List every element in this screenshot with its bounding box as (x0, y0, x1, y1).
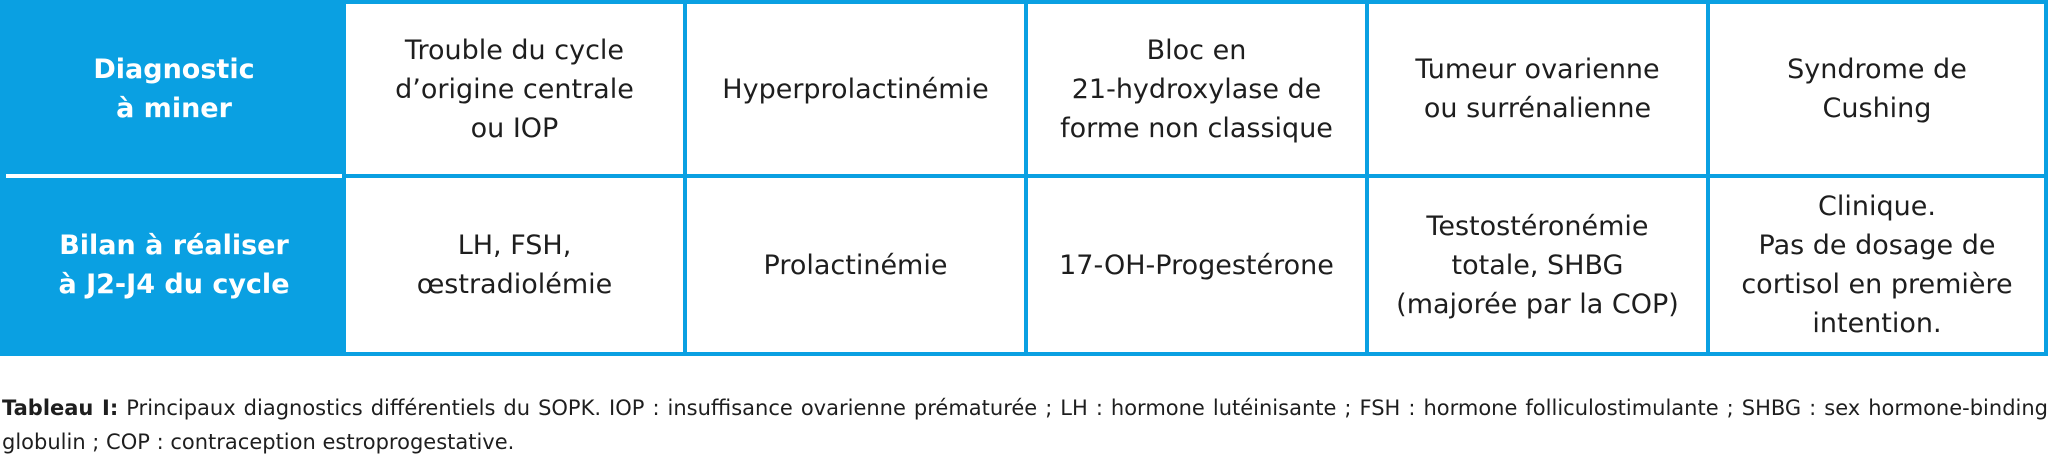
diagnosis-text: Trouble du cycle d’origine centrale ou IOP (395, 34, 634, 144)
workup-cell (1710, 178, 2044, 352)
workup-text: 17-OH-Progestérone (1059, 249, 1334, 281)
workup-text: Testostéronémie totale, SHBG (majorée par la COP) (1396, 210, 1679, 320)
diagnosis-cell (346, 4, 683, 174)
row-header-diagnosis (6, 4, 342, 174)
diagnosis-text: Tumeur ovarienne ou surrénalienne (1415, 54, 1660, 124)
diagnosis-cell (687, 4, 1024, 174)
workup-text: Prolactinémie (763, 249, 948, 281)
row-header-workup (6, 178, 342, 352)
diagnosis-cell (1369, 4, 1706, 174)
workup-cell (1369, 178, 1706, 352)
workup-cell (1028, 178, 1365, 352)
row-header-workup-text: Bilan à réaliser à J2-J4 du cycle (58, 230, 290, 300)
caption-label: Tableau I: (2, 396, 119, 420)
diagnosis-cell (1028, 4, 1365, 174)
caption-text: Principaux diagnostics différentiels du SOPK. IOP : insuffisance ovarienne prématurée ; LH : hormone lutéinisante ; FSH : hormone folliculostimulante ; SHBG : sex hormone-binding globulin ; COP : contraception estroprogestative. (2, 396, 2048, 454)
row-header-diagnosis-text: Diagnostic à miner (93, 54, 255, 124)
workup-cell (687, 178, 1024, 352)
table-caption (2, 391, 2048, 459)
workup-text: LH, FSH, œstradiolémie (416, 230, 613, 300)
diagnosis-cell (1710, 4, 2044, 174)
diagnosis-text: Hyperprolactinémie (722, 73, 989, 105)
diagnosis-text: Syndrome de Cushing (1787, 54, 1967, 124)
workup-text: Clinique. Pas de dosage de cortisol en première intention. (1741, 191, 2013, 339)
workup-cell (346, 178, 683, 352)
diagnosis-text: Bloc en 21-hydroxylase de forme non classique (1060, 34, 1333, 144)
